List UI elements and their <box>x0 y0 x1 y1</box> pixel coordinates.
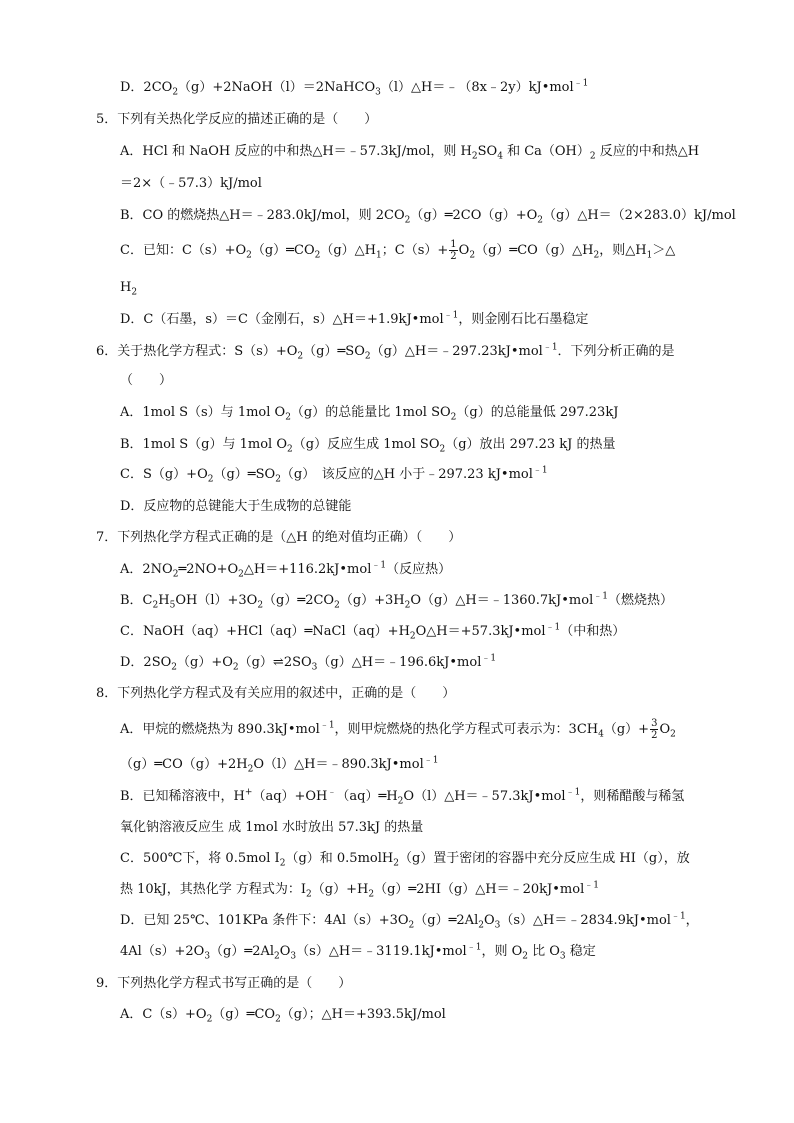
option-line: $(g)═CO(g)+2H_2O(l)\triangle H=﹣890.3kJ•mol^{﹣1}$ <box>120 755 439 775</box>
option-line: ＝2×（﹣57.3）kJ/mol <box>120 176 262 191</box>
question-line: 9．下列热化学方程式书写正确的是（ ） <box>96 976 352 991</box>
option-line: C．500℃下，将 0.5mol $I_2(g)$和 0.5molH$_2$（g）置于密闭的容器中充分反应生成 HI（g），放 <box>120 851 690 869</box>
option-line: C．已知：$C(s)+O_2(g)═CO_2(g)\triangle H_1$；C（s）+ $\frac{1}{2}$ $O_2(g)═CO(g)\triangle H_2$，则$\triangle H_1>\triangle$ <box>120 239 676 262</box>
option-line: D．C（石墨，s）＝C（金刚石，s）△H＝+1.9kJ•mol$^{﹣1}$，则金刚石比石墨稳定 <box>120 310 589 327</box>
option-line: D．$2CO_2(g)+2NaOH(l)=2NaHCO_3(l)\triangle H=﹣(8x﹣2y)kJ•mol^{﹣1}$ <box>120 78 589 98</box>
option-line: （ ） <box>120 373 173 388</box>
question-line: 7．下列热化学方程式正确的是（△H 的绝对值均正确）（ ） <box>96 530 462 545</box>
option-line: A．HCl 和 NaOH 反应的中和热△H＝﹣57.3kJ/mol，则 $H_2SO_4$ 和 $Ca(OH)_2$ 反应的中和热△H <box>120 144 700 162</box>
question-line: 6．关于热化学方程式：$S(s)+O_2(g)═SO_2(g)\triangle H=﹣297.23kJ•mol^{﹣1}$．下列分析正确的是 <box>96 342 675 362</box>
option-line: 热 10kJ，其热化学 方程式为：$I_2(g)+H_2(g)═2HI(g)\triangle H=﹣20kJ•mol^{﹣1}$ <box>120 880 599 900</box>
option-line: B．CO 的燃烧热△H＝﹣283.0kJ/mol，则 $2CO_2(g)═2CO(g)+O_2(g)\triangle H=(2\times 283.0)kJ$/mol <box>120 208 736 226</box>
option-line: A．甲烷的燃烧热为 890.3kJ•mol$^{﹣1}$，则甲烷燃烧的热化学方程式可表示为：$3CH_4(g)+$ $\frac{3}{2}$ $O_2$ <box>120 718 676 741</box>
option-line: B．1mol S（g）与 1mol $O_2(g)$反应生成 1mol $SO_2(g)$放出 297.23 kJ 的热量 <box>120 437 616 455</box>
option-line: $H_2$ <box>120 280 138 298</box>
question-line: 5．下列有关热化学反应的描述正确的是（ ） <box>96 112 378 127</box>
option-line: C．$NaOH(aq)+HCl(aq)═NaCl(aq)+H_2O\triangle H=+57.3kJ•mol^{﹣1}$（中和热） <box>120 622 626 642</box>
option-line: A．1mol S（s）与 1mol $O_2(g)$的总能量比 1mol $SO_2(g)$的总能量低 297.23kJ <box>120 405 619 423</box>
option-line: D．反应物的总键能大于生成物的总键能 <box>120 499 352 514</box>
option-line: 氧化钠溶液反应生 成 1mol 水时放出 57.3kJ 的热量 <box>120 820 424 835</box>
option-line: C．$S(g)+O_2(g)═SO_2(g)$ 该反应的△H 小于﹣297.23 kJ•mol$^{﹣1}$ <box>120 465 548 485</box>
question-line: 8．下列热化学方程式及有关应用的叙述中，正确的是（ ） <box>96 686 456 701</box>
option-line: A．$C(s)+O_2(g)═CO_2(g)$；△H＝+393.5kJ/mol <box>120 1007 446 1025</box>
option-line: D．$2SO_2(g)+O_2(g)\rightleftharpoons 2SO_3(g)\triangle H=﹣196.6kJ•mol^{﹣1}$ <box>120 653 497 673</box>
option-line: $4Al(s)+2O_3(g)═2Al_2O_3(s)\triangle H=﹣3119.1kJ•mol^{﹣1}$，则 $O_2$ 比 $O_3$ 稳定 <box>120 942 596 962</box>
option-line: A．$2NO_2═2NO+O_2\triangle H=+116.2kJ•mol^{﹣1}$（反应热） <box>120 560 452 580</box>
option-line: B．$C_2H_5OH(l)+3O_2(g)═2CO_2(g)+3H_2O(g)\triangle H=﹣1360.7kJ•mol^{﹣1}$（燃烧热） <box>120 591 673 611</box>
option-line: D．已知 25℃、101KPa 条件下：$4Al(s)+3O_2(g)═2Al_2O_3(s)\triangle H=﹣2834.9kJ•mol^{﹣1}$， <box>120 911 699 931</box>
option-line: B．已知稀溶液中，$H^+(aq)+OH^﹣(aq)═H_2O(l)\triangle H=﹣57.3kJ•mol^{﹣1}$，则稀醋酸与稀氢 <box>120 787 685 807</box>
